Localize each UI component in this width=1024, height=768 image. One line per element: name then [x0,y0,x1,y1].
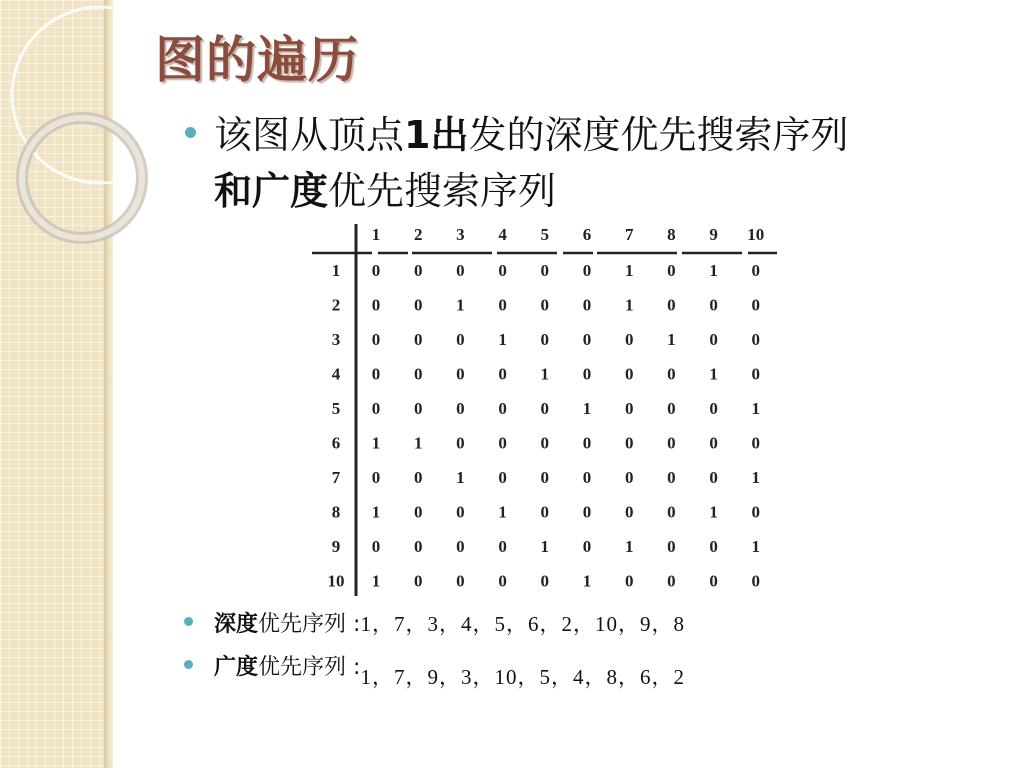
matrix-cell: 0 [624,329,634,349]
matrix-cell: 0 [582,502,592,522]
matrix-row-header: 9 [331,536,341,556]
matrix-cell: 0 [540,467,550,487]
matrix-row-header: 3 [331,329,341,349]
matrix-cell: 0 [582,295,592,315]
matrix-col-header: 10 [747,224,765,244]
bfs-sequence: 1，7，9，3，10，5，4，8，6，2 [360,665,685,689]
matrix-row-header: 6 [331,433,341,453]
main-bullet-part3: 发的深度优先搜索序列 [468,113,849,157]
matrix-cell: 1 [371,502,381,522]
matrix-cell: 0 [498,260,507,280]
matrix-cell: 0 [667,260,676,280]
matrix-cell: 0 [751,364,761,384]
matrix-cell: 0 [582,536,592,556]
matrix-cell: 1 [498,329,507,349]
matrix-cell: 1 [371,571,381,591]
matrix-cell: 0 [456,502,465,522]
matrix-col-header: 3 [456,224,465,244]
matrix-cell: 0 [498,433,507,453]
matrix-cell: 0 [751,571,761,591]
matrix-cell: 0 [624,467,634,487]
matrix-cell: 0 [456,260,465,280]
matrix-cell: 0 [540,433,550,453]
dfs-label-rest: 优先序列 [258,612,347,637]
matrix-cell: 0 [456,536,465,556]
matrix-col-header: 1 [371,224,381,244]
dfs-sequence-line [214,607,685,638]
slide-title: 图的遍历 [155,31,359,89]
matrix-cell: 0 [456,329,465,349]
matrix-cell: 1 [498,502,507,522]
matrix-cell: 0 [498,295,507,315]
matrix-cell: 0 [413,329,423,349]
matrix-cell: 0 [498,467,507,487]
matrix-cell: 0 [709,295,718,315]
matrix-row-header: 5 [331,398,341,418]
matrix-cell: 0 [413,260,423,280]
matrix-col-header: 7 [624,224,634,244]
matrix-cell: 0 [413,467,423,487]
matrix-cell: 0 [751,295,761,315]
matrix-cell: 1 [709,364,718,384]
bfs-sequence-line [214,650,685,689]
matrix-cell: 0 [667,536,676,556]
matrix-cell: 1 [456,467,465,487]
main-bullet-part1: 该图从顶点 [214,113,405,157]
matrix-cell: 0 [582,260,592,280]
matrix-cell: 1 [709,260,718,280]
matrix-cell: 0 [413,536,423,556]
matrix-cell: 1 [709,502,718,522]
matrix-col-header: 9 [709,224,718,244]
matrix-cell: 0 [371,467,381,487]
matrix-cell: 1 [624,260,634,280]
matrix-cell: 0 [667,398,676,418]
dfs-colon: : [353,612,361,637]
bullet-dot-icon [184,617,193,626]
matrix-cell: 0 [624,571,634,591]
matrix-row-header: 8 [331,502,341,522]
matrix-cell: 0 [751,502,761,522]
matrix-cell: 0 [371,260,381,280]
matrix-cell: 0 [456,364,465,384]
matrix-cell: 0 [540,295,550,315]
bfs-label-rest: 优先序列 [258,655,347,680]
matrix-col-header: 2 [413,224,423,244]
main-bullet-part4: 和广度 [214,169,329,213]
matrix-cell: 0 [624,364,634,384]
matrix-cell: 0 [498,364,507,384]
matrix-col-header: 4 [498,224,507,244]
matrix-cell: 1 [456,295,465,315]
matrix-cell: 0 [709,433,718,453]
dfs-sequence: 1，7，3，4，5，6，2，10，9，8 [360,612,685,636]
matrix-col-header: 6 [582,224,592,244]
matrix-cell: 0 [751,329,761,349]
matrix-cell: 0 [498,571,507,591]
matrix-cell: 0 [540,329,550,349]
matrix-cell: 1 [540,536,550,556]
matrix-cell: 0 [498,398,507,418]
matrix-cell: 0 [709,467,718,487]
matrix-col-header: 5 [540,224,550,244]
matrix-cell: 0 [540,398,550,418]
matrix-cell: 0 [371,329,381,349]
matrix-row-header: 2 [331,295,341,315]
matrix-cell: 0 [540,260,550,280]
bullet-dot-icon [185,127,196,138]
matrix-cell: 1 [624,536,634,556]
matrix-cell: 0 [582,329,592,349]
matrix-cell: 0 [371,364,381,384]
matrix-col-header: 8 [667,224,676,244]
matrix-cell: 0 [751,260,761,280]
matrix-cell: 0 [413,502,423,522]
matrix-cell: 1 [371,433,381,453]
matrix-cell: 0 [371,398,381,418]
matrix-cell: 1 [624,295,634,315]
matrix-cell: 0 [624,502,634,522]
matrix-cell: 0 [413,295,423,315]
matrix-row-header: 4 [331,364,341,384]
matrix-cell: 0 [413,364,423,384]
matrix-cell: 1 [540,364,550,384]
main-bullet-part5: 优先搜索序列 [328,169,557,213]
matrix-cell: 0 [540,571,550,591]
matrix-cell: 0 [751,433,761,453]
matrix-cell: 0 [624,398,634,418]
matrix-cell: 0 [456,433,465,453]
matrix-cell: 0 [667,571,676,591]
matrix-cell: 0 [667,295,676,315]
matrix-cell: 0 [540,502,550,522]
matrix-cell: 0 [371,295,381,315]
matrix-cell: 1 [751,467,761,487]
matrix-cell: 0 [456,571,465,591]
dfs-label-bold: 深度 [214,612,259,637]
matrix-cell: 1 [413,433,423,453]
bullet-dot-icon [184,660,193,669]
matrix-row-header: 10 [327,571,345,591]
matrix-cell: 0 [413,571,423,591]
bfs-colon: : [353,655,361,680]
matrix-cell: 0 [371,536,381,556]
matrix-cell: 1 [582,571,592,591]
main-bullet-text [214,107,984,219]
matrix-cell: 0 [667,433,676,453]
matrix-cell: 0 [709,329,718,349]
adjacency-matrix-image [312,222,777,598]
matrix-cell: 0 [667,364,676,384]
matrix-cell: 1 [582,398,592,418]
main-bullet-part2: 1出 [404,113,469,157]
matrix-cell: 0 [582,364,592,384]
matrix-cell: 0 [709,571,718,591]
matrix-cell: 0 [709,536,718,556]
matrix-cell: 0 [667,467,676,487]
bfs-label-bold: 广度 [214,655,259,680]
matrix-cell: 1 [667,329,676,349]
matrix-cell: 0 [582,467,592,487]
matrix-cell: 1 [751,536,761,556]
matrix-cell: 0 [624,433,634,453]
matrix-cell: 0 [498,536,507,556]
matrix-cell: 1 [751,398,761,418]
matrix-cell: 0 [709,398,718,418]
matrix-cell: 0 [456,398,465,418]
adjacency-matrix [312,222,777,598]
matrix-cell: 0 [667,502,676,522]
matrix-row-header: 7 [331,467,341,487]
matrix-row-header: 1 [331,260,341,280]
matrix-cell: 0 [582,433,592,453]
matrix-cell: 0 [413,398,423,418]
